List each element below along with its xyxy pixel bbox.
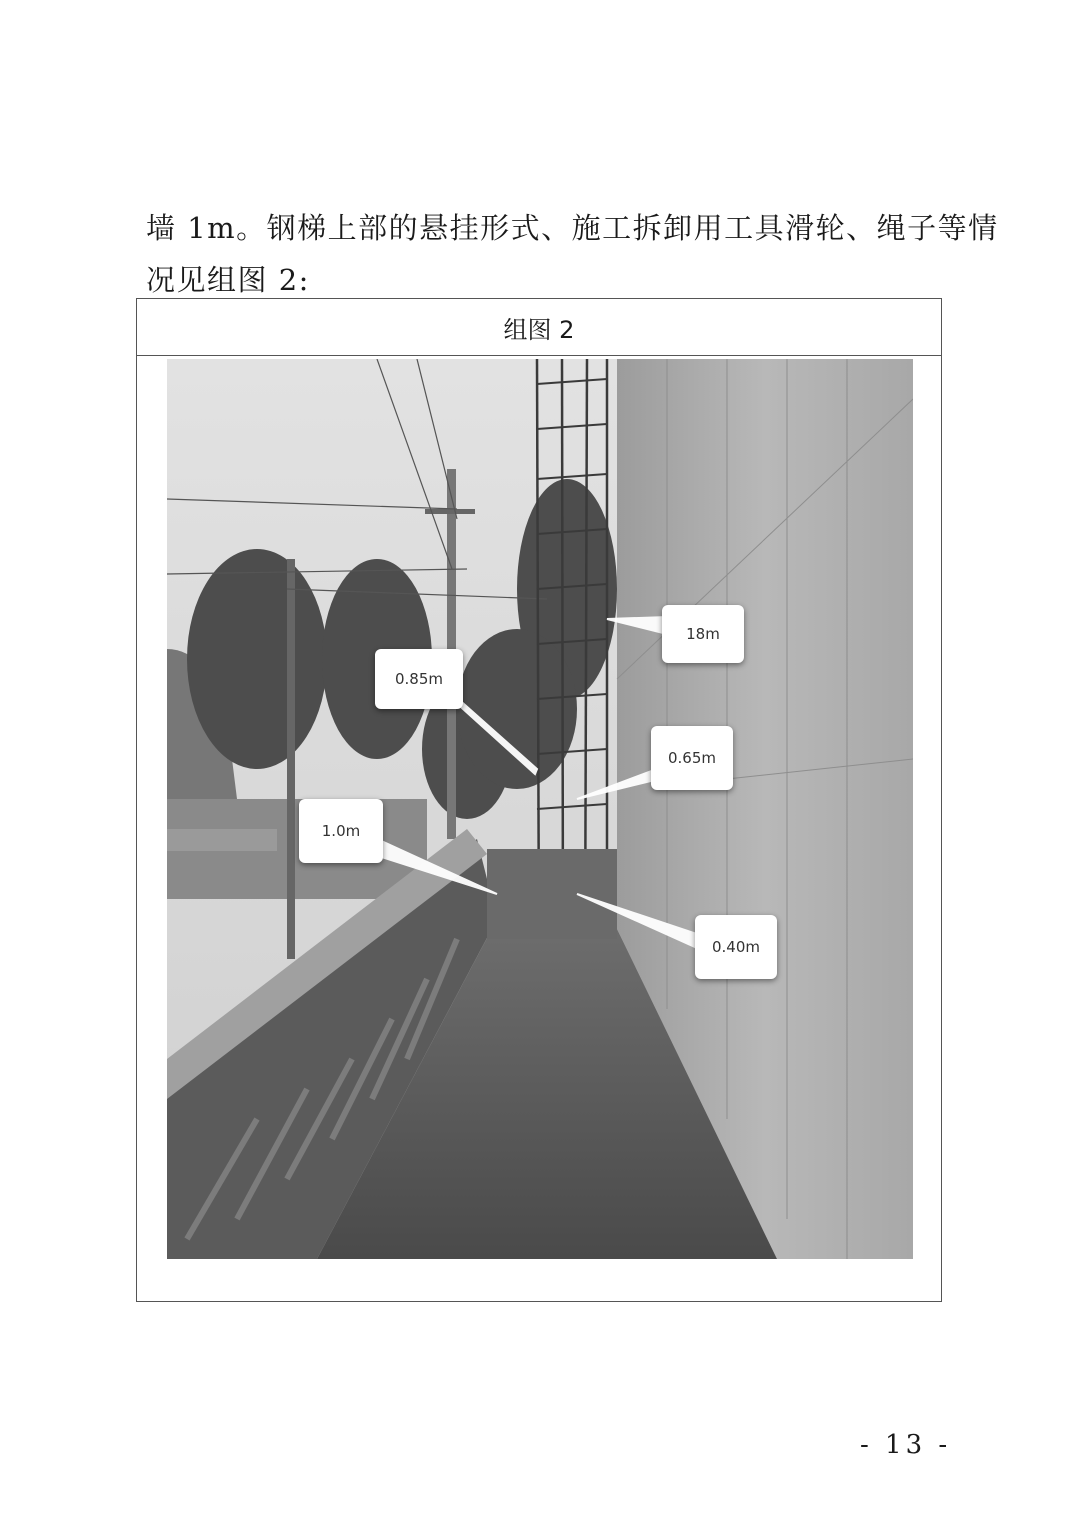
figure-table: [136, 298, 942, 1302]
paragraph-line-2: 况见组图 2:: [146, 263, 310, 297]
paragraph-line-1: 墙 1m。钢梯上部的悬挂形式、施工拆卸用工具滑轮、绳子等情: [146, 211, 999, 245]
label-0-40m: 0.40m: [695, 915, 777, 979]
label-0-65m: 0.65m: [651, 726, 733, 790]
figure-title: 组图 2: [137, 299, 941, 356]
label-0-85m: 0.85m: [375, 649, 463, 709]
body-paragraph: [146, 202, 999, 306]
label-1-0m: 1.0m: [299, 799, 383, 863]
page-number: - 13 -: [860, 1430, 952, 1460]
photo-illustration: [167, 359, 913, 1259]
label-18m: 18m: [662, 605, 744, 663]
site-photo: [167, 359, 913, 1259]
